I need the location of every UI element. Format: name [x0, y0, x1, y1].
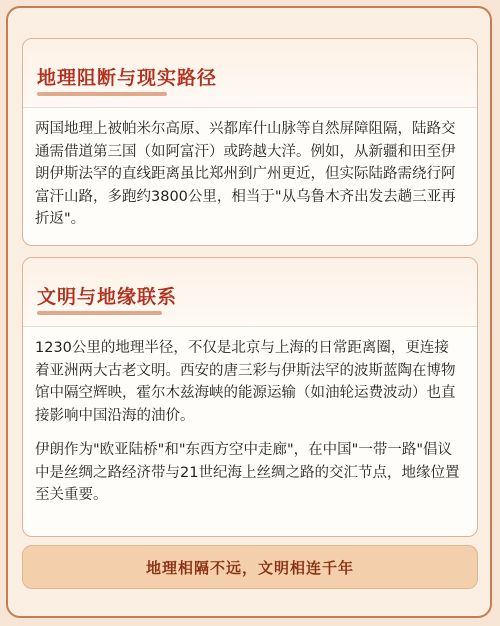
footer-banner [22, 545, 478, 589]
section-geography-paragraph: 两国地理上被帕米尔高原、兴都库什山脉等自然屏障阻隔，陆路交通需借道第三国（如阿富汗）或跨越大洋。例如，从新疆和田至伊朗伊斯法罕的直线距离虽比郑州到广州更近，但实际陆路需绕行阿富汗山路，多跑约3800公里，相当于"从乌鲁木齐出发去趟三亚再折返"。 [35, 121, 456, 227]
section-civilization-header [23, 258, 477, 327]
section-geography-card [22, 38, 478, 246]
title-underline [37, 92, 167, 96]
title-underline [37, 311, 162, 315]
section-civilization-body [23, 327, 477, 507]
footer-text: 地理相隔不远，文明相连千年 [145, 558, 354, 577]
section-civilization-paragraph-2: 伊朗作为"欧亚陆桥"和"东西方空中走廊"，在中国"一带一路"倡议中是丝绸之路经济带与21世纪海上丝绸之路的交汇节点，地缘位置至关重要。 [35, 442, 460, 503]
section-geography-title: 地理阻断与现实路径 [37, 67, 218, 89]
section-civilization-paragraph-1: 1230公里的地理半径，不仅是北京与上海的日常距离圈，更连接着亚洲两大古老文明。西安的唐三彩与伊斯法罕的波斯蓝陶在博物馆中隔空辉映，霍尔木兹海峡的能源运输（如油轮运费波动）也直接影响中国沿海的油价。 [35, 340, 456, 424]
section-geography-body [23, 108, 477, 231]
section-civilization-title: 文明与地缘联系 [37, 286, 178, 308]
section-civilization-card [22, 257, 478, 537]
section-geography-header [23, 39, 477, 108]
